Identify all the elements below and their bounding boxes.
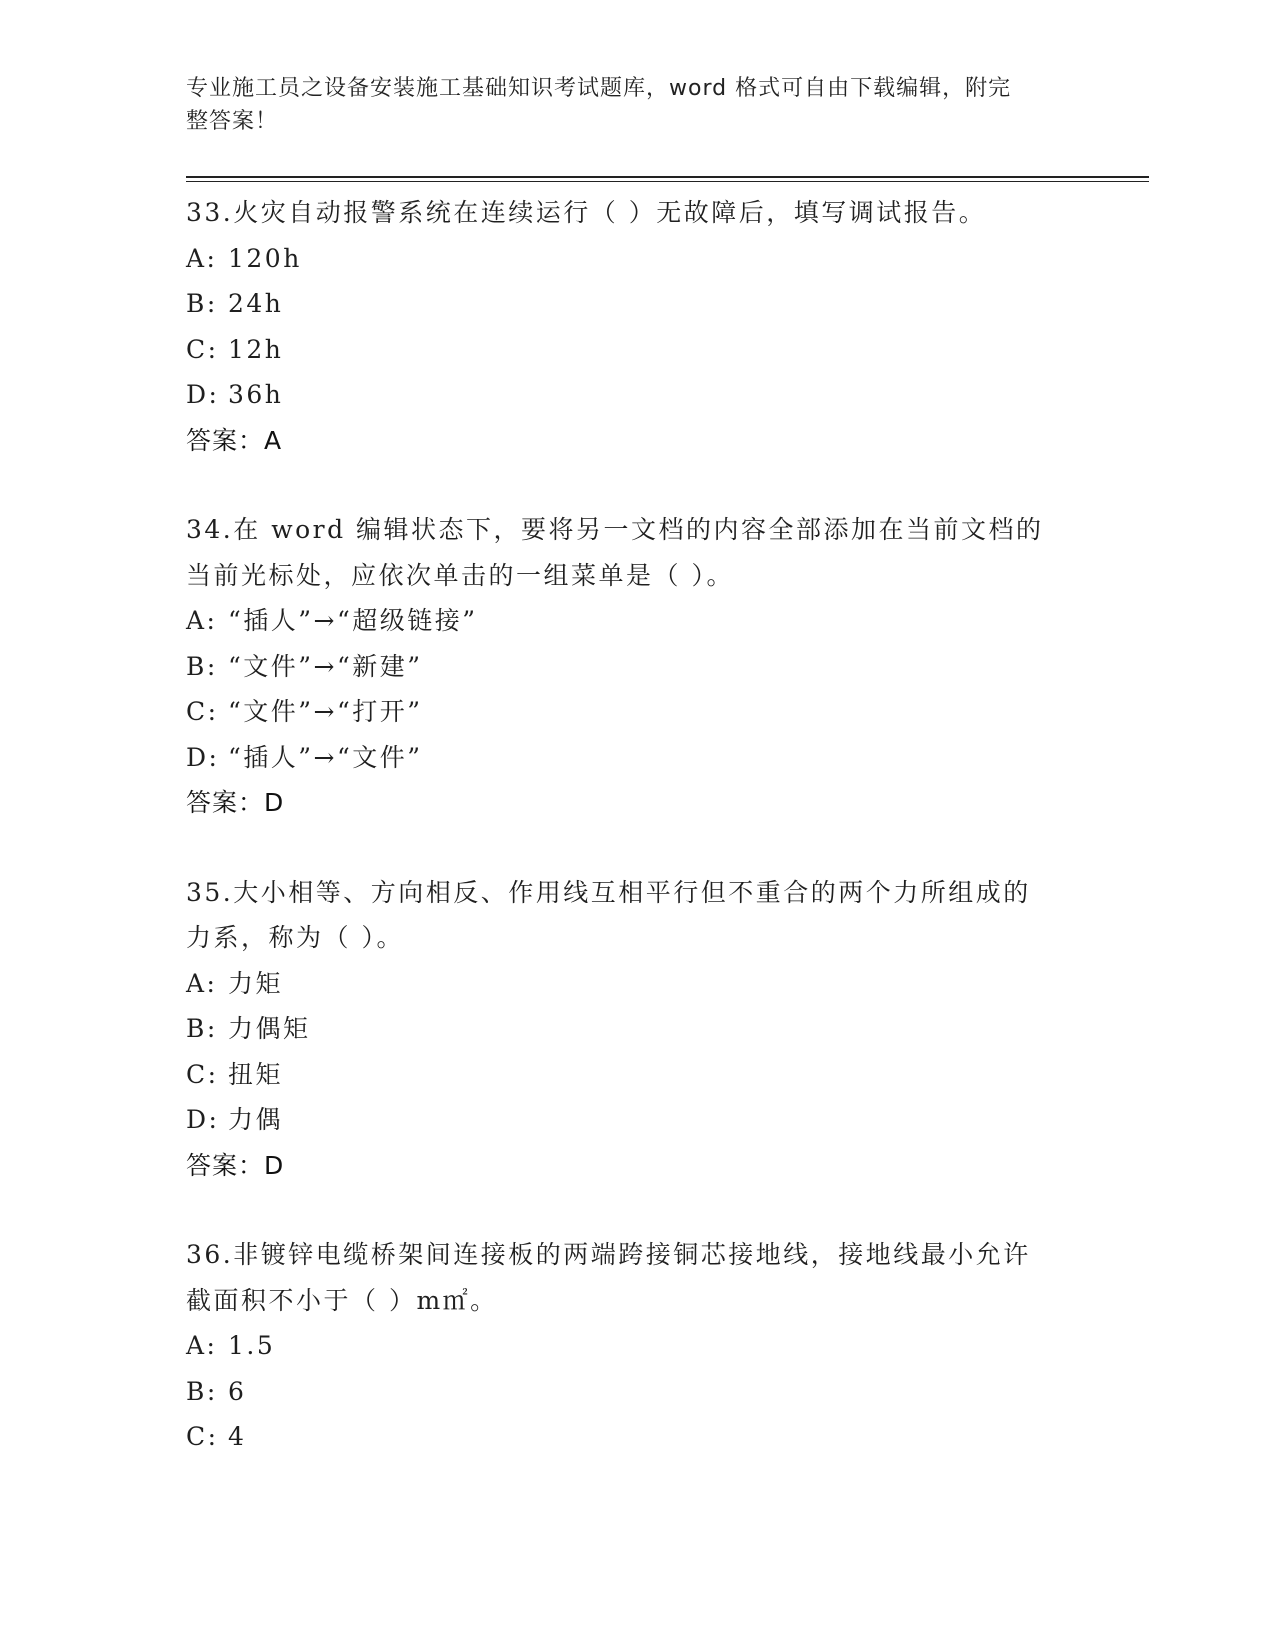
option-c xyxy=(186,1052,1086,1098)
question-33 xyxy=(186,190,1086,463)
option-letter: C: xyxy=(186,334,219,364)
option-c xyxy=(186,327,1086,373)
option-letter: A: xyxy=(186,243,218,273)
option-text: 12h xyxy=(228,334,284,364)
option-c xyxy=(186,689,1086,735)
option-letter: C: xyxy=(186,697,219,726)
option-b xyxy=(186,644,1086,690)
option-b xyxy=(186,1006,1086,1052)
option-letter: A: xyxy=(186,968,218,998)
question-text-continued: 截面积不小于（ ）m㎡。 xyxy=(186,1285,498,1315)
option-text: “插人”→“文件” xyxy=(228,742,423,772)
answer-line: 答案：D xyxy=(186,788,285,817)
document-header xyxy=(186,72,1066,138)
option-text: “文件”→“打开” xyxy=(228,697,423,726)
option-text: 4 xyxy=(228,1422,247,1451)
option-text: 扭矩 xyxy=(228,1059,284,1089)
question-text: 35.大小相等、方向相反、作用线互相平行但不重合的两个力所组成的 xyxy=(186,877,1031,907)
question-text: 33.火灾自动报警系统在连续运行（ ）无故障后，填写调试报告。 xyxy=(186,198,987,227)
option-b xyxy=(186,281,1086,327)
option-letter: C: xyxy=(186,1422,219,1451)
option-text: 36h xyxy=(228,380,284,409)
option-d xyxy=(186,372,1086,418)
option-text: 1.5 xyxy=(228,1331,276,1360)
option-b xyxy=(186,1369,1086,1415)
question-text-continued: 当前光标处，应依次单击的一组菜单是（ ）。 xyxy=(186,560,734,590)
question-text: 36.非镀锌电缆桥架间连接板的两端跨接铜芯接地线，接地线最小允许 xyxy=(186,1240,1031,1269)
header-line-1: 专业施工员之设备安装施工基础知识考试题库，word 格式可自由下载编辑，附完 xyxy=(186,76,1012,101)
option-letter: A: xyxy=(186,1331,218,1360)
option-text: 力偶 xyxy=(228,1105,284,1134)
answer-line: 答案：A xyxy=(186,425,283,455)
question-36 xyxy=(186,1232,1086,1460)
option-letter: D: xyxy=(186,380,220,409)
option-a xyxy=(186,236,1086,282)
option-d xyxy=(186,1097,1086,1143)
option-text: “插人”→“超级链接” xyxy=(228,606,478,635)
option-a xyxy=(186,598,1086,644)
answer-line: 答案：D xyxy=(186,1150,285,1180)
question-text: 34.在 word 编辑状态下，要将另一文档的内容全部添加在当前文档的 xyxy=(186,515,1044,544)
option-letter: B: xyxy=(186,651,218,681)
question-list xyxy=(186,190,1086,1504)
option-letter: A: xyxy=(186,606,218,635)
option-text: “文件”→“新建” xyxy=(228,651,423,681)
option-text: 力矩 xyxy=(228,968,284,998)
question-text-continued: 力系，称为（ ）。 xyxy=(186,923,404,952)
option-text: 24h xyxy=(228,289,284,318)
option-letter: B: xyxy=(186,1014,218,1043)
option-a xyxy=(186,961,1086,1007)
option-text: 120h xyxy=(228,243,302,273)
question-35 xyxy=(186,870,1086,1189)
header-divider-thick xyxy=(186,176,1149,178)
option-text: 6 xyxy=(228,1376,247,1406)
option-text: 力偶矩 xyxy=(228,1014,311,1043)
header-divider-thin xyxy=(186,181,1149,182)
question-34 xyxy=(186,507,1086,826)
option-a xyxy=(186,1323,1086,1369)
option-letter: B: xyxy=(186,289,218,318)
option-letter: D: xyxy=(186,742,220,772)
option-letter: C: xyxy=(186,1059,219,1089)
option-d xyxy=(186,735,1086,781)
option-c xyxy=(186,1414,1086,1460)
option-letter: D: xyxy=(186,1105,220,1134)
header-line-2: 整答案！ xyxy=(186,109,279,134)
option-letter: B: xyxy=(186,1376,218,1406)
